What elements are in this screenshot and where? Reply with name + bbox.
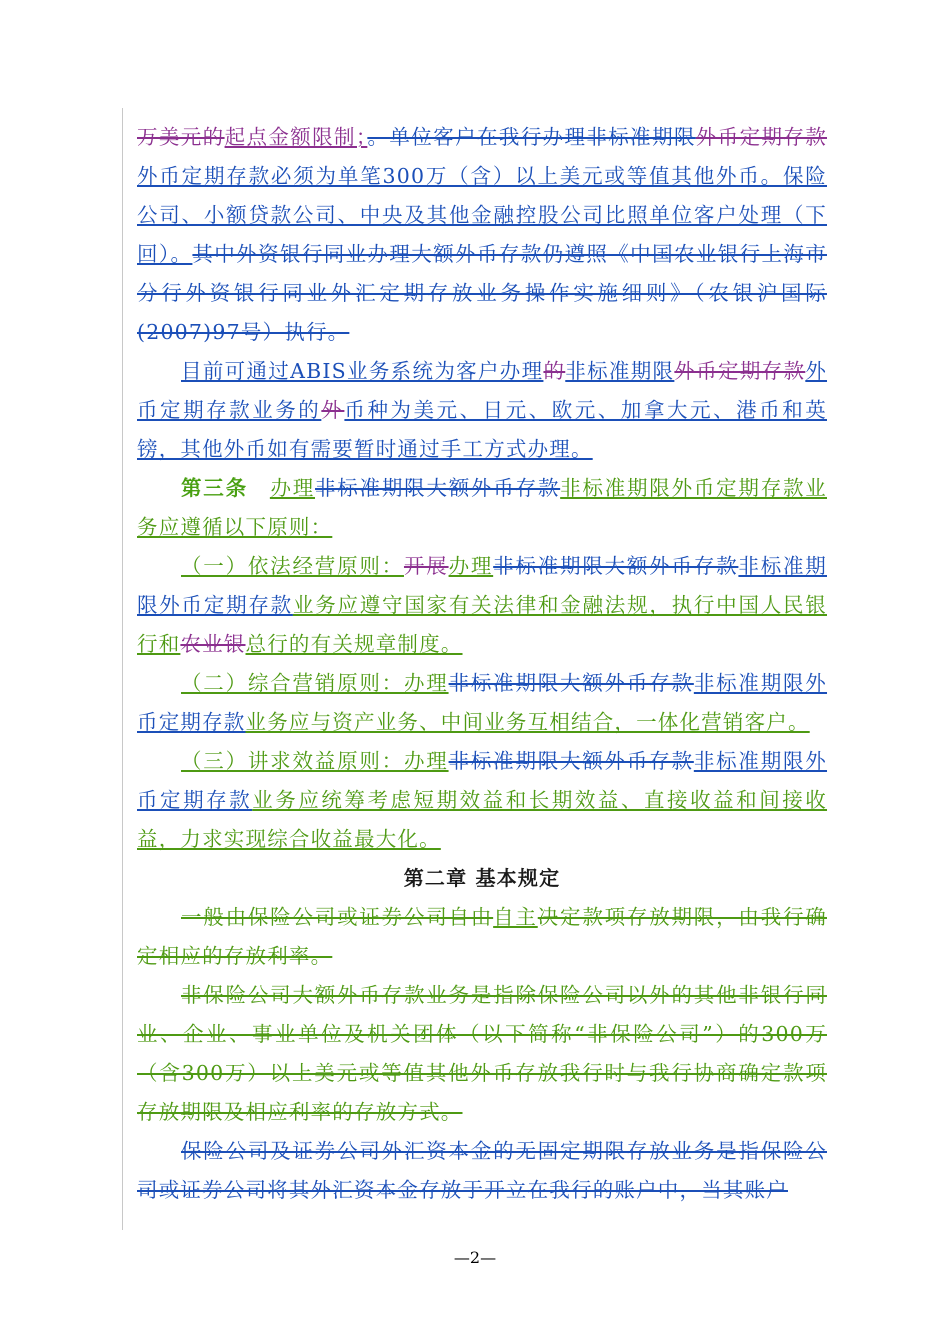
deleted-text: 开展 — [403, 554, 449, 578]
inserted-text: 总行的有关规章制度。 — [245, 632, 463, 656]
inserted-text: 币种为美元、日元、欧元、加拿大元、港币和英镑，其他外币如有需要暂时通过手工方式办理。 — [137, 398, 827, 461]
inserted-text: 非标准期限外币定期存款 — [137, 671, 828, 734]
inserted-text: 非标准期限外币定期存款 — [137, 554, 827, 617]
inserted-text: 业务应统筹考虑短期效益和长期效益、直接收益和间接收益，力求实现综合收益最大化。 — [137, 788, 828, 851]
deleted-text: 。单位客户在我行办理非标准期限 — [367, 125, 696, 149]
deleted-text: 非标准期限大额外币存款 — [315, 476, 561, 500]
inserted-text: 办理 — [448, 554, 494, 578]
inserted-text: 办理 — [269, 476, 316, 500]
inserted-text: 业务应遵守国家有关法律和金融法规，执行中国人民银行和 — [137, 593, 827, 656]
inserted-text: 起点金额限制； — [224, 125, 368, 149]
paragraph-1 — [137, 118, 827, 352]
inserted-text: 业务应与资产业务、中间业务互相结合，一体化营销客户。 — [245, 710, 810, 734]
article-label: 第三条 — [181, 476, 248, 500]
document-body — [137, 118, 827, 1210]
change-bar — [122, 108, 123, 1230]
deleted-text: 万美元的 — [137, 125, 225, 149]
paragraph-5: 保险公司及证券公司外汇资本金的无固定期限存放业务是指保险公司或证券公司将其外汇资本金存放于开立在我行的账户中，当其账户 — [137, 1139, 827, 1202]
deleted-text: 决定款项存放期限，由我行确定相应的存放利率。 — [137, 905, 827, 968]
inserted-text: 外币定期存款业务的 — [137, 359, 828, 422]
deleted-text: 外币定期存款 — [695, 125, 827, 149]
deleted-text: 其中外资银行同业办理大额外币存款仍遵照《中国农业银行上海市分行外资银行同业外汇定期存放业务操作实施细则》（农银沪国际(2007)97号）执行。 — [137, 242, 827, 344]
paragraph-3 — [137, 898, 827, 976]
inserted-text: 非标准期限外币定期存款 — [137, 749, 828, 812]
deleted-text: 一般由保险公司或证券公司自由 — [181, 905, 494, 929]
deleted-text: 的 — [543, 359, 566, 383]
paragraph-4: 非保险公司大额外币存款业务是指除保险公司以外的其他非银行同业、企业、事业单位及机关团体（以下简称“非保险公司”）的300万（含300万）以上美元或等值其他外币存放我行时与我行协商确定款项存放期限及相应利率的存放方式。 — [137, 983, 827, 1124]
deleted-text: 农业银 — [180, 632, 246, 656]
chapter-heading: 第二章 基本规定 — [403, 866, 561, 890]
inserted-text: 非标准期限 — [565, 359, 675, 383]
deleted-text: 外 — [321, 398, 345, 422]
deleted-text: 非标准期限大额外币存款 — [493, 554, 739, 578]
principle-item-2 — [137, 664, 827, 742]
page-number: —2— — [453, 1248, 497, 1267]
inserted-text: 外币定期存款必须为单笔300万（含）以上美元或等值其他外币。保险公司、小额贷款公司、中央及其他金融控股公司比照单位客户处理（下回）。 — [137, 164, 827, 266]
inserted-text: 目前可通过ABIS业务系统为客户办理 — [181, 359, 544, 383]
inserted-text: （三）讲求效益原则：办理 — [181, 749, 449, 773]
deleted-text: 外币定期存款 — [674, 359, 806, 383]
inserted-text: 非标准期限外币定期存款业务应遵循以下原则： — [137, 476, 827, 539]
deleted-text: 非标准期限大额外币存款 — [448, 671, 694, 695]
paragraph-2 — [137, 352, 827, 469]
article-3 — [137, 469, 827, 547]
inserted-text: （二）综合营销原则：办理 — [181, 671, 449, 695]
principle-item-3 — [137, 742, 827, 859]
inserted-text: 自主 — [493, 905, 538, 929]
inserted-text: （一）依法经营原则： — [181, 554, 404, 578]
deleted-text: 非标准期限大额外币存款 — [448, 749, 694, 773]
principle-item-1 — [137, 547, 827, 664]
